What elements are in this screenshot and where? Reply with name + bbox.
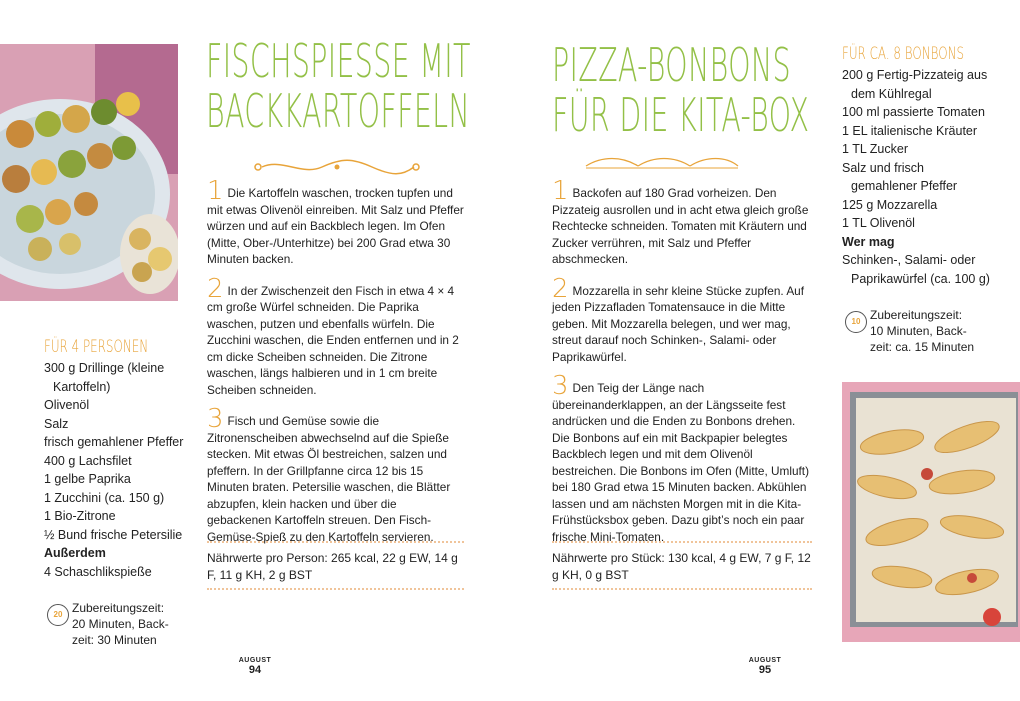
ingredient-line: Salz [44,416,69,431]
prep-time-line: Zubereitungszeit: [870,308,963,322]
ingredient-line: 400 g Lachsfilet [44,453,132,468]
clock-icon: 20 [47,604,69,626]
month-label: AUGUST [748,657,782,664]
pizza-bonbons-illustration [842,382,1020,642]
divider-top [207,541,464,543]
ingredient-subheading: Wer mag [842,234,895,249]
step-number: 2 [552,273,569,304]
prep-time-right [842,307,1012,355]
step-text: Fisch und Gemüse sowie die Zitronenscheiben abwechselnd auf die Spieße stecken. Mit etwas Öl bestreichen, salzen und pfeffern. In der Grillpfanne circa 12 bis 15 Minuten braten. Petersilie waschen, die Blätter abzupfen, klein hacken und über die gebackenen Kartoffeln streuen. Den Fisch-Gemüse-Spieß zu den Kartoffeln servieren. [207,414,451,544]
ingredient-line: 1 EL italienische Kräuter [842,123,978,138]
fish-skewers-illustration [0,44,178,301]
ingredient-line: Schinken-, Salami- oder [842,253,976,267]
title-line: BACKKARTOFFELN [206,84,471,138]
ingredient-line: 200 g Fertig-Pizzateig aus [842,68,988,82]
page-number: 95 [758,664,772,676]
instruction-step [207,176,464,268]
ingredient-list-left [44,359,204,581]
page-footer-right [745,657,785,676]
prep-time-line: 10 Minuten, Back- [870,324,967,338]
ingredient-line: 4 Schaschlikspieße [44,564,152,579]
ingredient-line: frisch gemahlener Pfeffer [44,435,184,449]
instruction-step [207,273,464,399]
title-line: FISCHSPIESSE MIT [206,34,471,88]
clock-icon: 10 [845,311,867,333]
ingredient-line: dem Kühlregal [851,86,932,101]
prep-time-line: zeit: 30 Minuten [72,633,157,647]
step-text: In der Zwischenzeit den Fisch in etwa 4 × 4 cm große Würfel schneiden. Die Paprika waschen, putzen und ebenfalls würfeln. Die Zucchini waschen, die Enden entfernen und in 2 cm dicke Scheiben schneiden. Die Zitrone waschen, längs halbieren und in 1 cm breite Scheiben schneiden. [207,283,459,397]
ingredient-line: 300 g Drillinge (kleine [44,361,165,375]
ingredient-line: 1 TL Olivenöl [842,216,915,230]
nutrition-right: Nährwerte pro Stück: 130 kcal, 4 g EW, 7 g F, 12 g KH, 0 g BST [552,551,811,582]
step-text: Die Kartoffeln waschen, trocken tupfen und mit etwas Olivenöl einreiben. Mit Salz und Pfeffer würzen und auf ein Backblech legen. Im Ofen (Mitte, Ober-/Unterhitze) bei 200 Grad etwa 30 Minuten backen. [207,186,464,266]
step-number: 2 [207,273,224,304]
ingredient-list-right [842,66,1012,288]
prep-time-left [44,600,204,648]
step-number: 3 [207,404,224,434]
step-number: 3 [552,371,569,401]
step-text: Backofen auf 180 Grad vorheizen. Den Pizzateig ausrollen und in acht etwa gleich große Rechtecke schneiden. Tomaten mit Kräutern und Zucker verrühren, mit Salz und Pfeffer abschmecken. [552,186,809,266]
ingredient-line: Paprikawürfel (ca. 100 g) [851,271,990,286]
ingredient-line: Kartoffeln) [53,379,111,394]
step-text: Den Teig der Länge nach übereinanderklappen, an der Längsseite fest andrücken und die Enden zu Bonbons drehen. Die Bonbons auf ein mit Backpapier belegtes Backblech legen und mit dem Olivenöl bestreichen. Die Bonbons im Ofen (Mitte, Umluft) bei 180 Grad etwa 15 Minuten backen. Abkühlen lassen und am nächsten Morgen mit in die Kita-Frühstücksbox geben. Dazu gibt’s noch ein paar frische Mini-Tomaten. [552,381,810,544]
instruction-step [207,404,464,545]
servings-left: FÜR 4 PERSONEN [44,337,149,357]
pizza-bonbons-photo [842,382,1020,642]
ingredient-line: Salz und frisch [842,160,924,175]
ingredient-line: 125 g Mozzarella [842,197,938,212]
title-line: FÜR DIE KITA-BOX [552,88,810,142]
month-label: AUGUST [238,657,272,664]
prep-time-line: 20 Minuten, Back- [72,617,169,631]
servings-right: FÜR CA. 8 BONBONS [842,44,965,64]
recipe-title-right [552,40,809,140]
ingredient-line: 1 gelbe Paprika [44,472,131,486]
ornament-divider [252,156,422,183]
title-line: PIZZA-BONBONS [552,38,791,92]
recipe-title-left [206,36,471,136]
ingredient-subheading: Außerdem [44,546,106,560]
prep-time-line: Zubereitungszeit: [72,601,165,615]
instruction-step [552,371,812,545]
instruction-step [552,273,812,366]
ingredient-line: 1 Zucchini (ca. 150 g) [44,490,165,505]
page-footer-left [235,657,275,676]
divider-bottom [207,588,464,590]
ingredient-line: gemahlener Pfeffer [851,179,958,193]
step-number: 1 [207,176,224,206]
ornament-divider [582,154,742,177]
step-number: 1 [552,176,569,206]
divider-top [552,541,812,543]
ingredient-line: Olivenöl [44,398,90,412]
ingredient-line: 1 Bio-Zitrone [44,509,116,523]
instructions-right [552,176,812,559]
nutrition-left: Nährwerte pro Person: 265 kcal, 22 g EW, 14 g F, 11 g KH, 2 g BST [207,551,458,582]
page-number: 94 [248,664,262,676]
divider-bottom [552,588,812,590]
ingredient-line: ½ Bund frische Petersilie [44,527,183,542]
instruction-step [552,176,812,268]
step-text: Mozzarella in sehr kleine Stücke zupfen. Auf jeden Pizzafladen Tomatensauce in die Mitte geben. Mit Mozzarella belegen, und wer mag, streut darauf noch Schinken-, Salami- oder Paprikawürfel. [552,283,805,364]
ingredient-line: 100 ml passierte Tomaten [842,105,985,119]
prep-time-line: zeit: ca. 15 Minuten [870,340,975,354]
fish-skewers-photo [0,44,178,301]
ingredient-line: 1 TL Zucker [842,142,908,156]
instructions-left [207,176,464,559]
